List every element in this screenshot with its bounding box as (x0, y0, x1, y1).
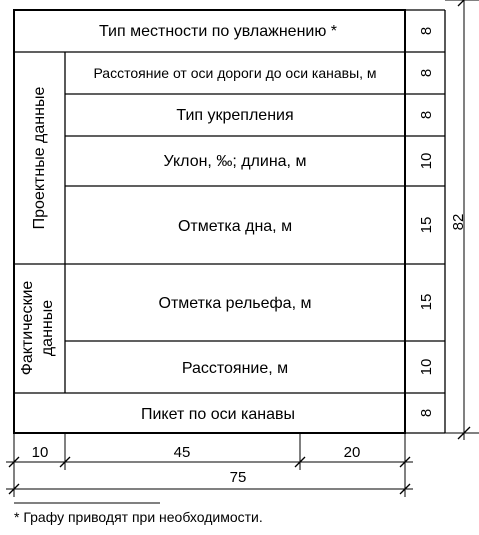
row-label-terrain-type: Тип местности по увлажнению * (98, 23, 338, 40)
row-height-3: 8 (418, 110, 435, 120)
row-height-8: 8 (418, 408, 435, 418)
row-height-6: 15 (418, 293, 435, 311)
group-label-design-data: Проектные данные (31, 86, 48, 230)
group-label-actual-data-line1: Фактические (19, 280, 36, 376)
row-label-distance: Расстояние, м (181, 360, 289, 377)
footnote: * Графу приводят при необходимости. (14, 509, 263, 525)
row-label-slope-length: Уклон, ‰; длина, м (163, 153, 307, 170)
row-height-5: 15 (418, 216, 435, 234)
col-width-1: 10 (31, 444, 49, 461)
group-label-actual-data-line2: данные (39, 299, 56, 357)
row-label-picket: Пикет по оси канавы (140, 406, 296, 423)
row-label-reinforcement: Тип укрепления (176, 107, 294, 124)
row-height-2: 8 (418, 68, 435, 78)
row-height-7: 10 (418, 358, 435, 376)
row-height-1: 8 (418, 26, 435, 36)
col-width-2: 45 (173, 444, 191, 461)
total-width-label: 75 (229, 469, 247, 486)
col-width-3: 20 (343, 444, 361, 461)
total-height-label: 82 (450, 213, 467, 231)
row-label-bottom-elevation: Отметка дна, м (177, 218, 293, 235)
row-label-distance-axis: Расстояние от оси дороги до оси канавы, м (93, 65, 377, 81)
row-height-4: 10 (418, 152, 435, 170)
row-label-relief-elevation: Отметка рельефа, м (158, 295, 312, 312)
